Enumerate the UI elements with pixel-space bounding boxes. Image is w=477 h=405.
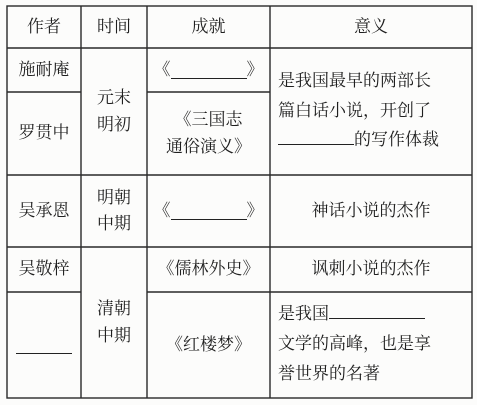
period-line-1: 清朝 <box>97 299 131 320</box>
author-wu-chengen: 吴承恩 <box>18 200 70 221</box>
header-significance: 意义 <box>354 16 388 37</box>
author-blank <box>7 292 81 398</box>
work-sanguo-line-2: 通俗演义》 <box>166 136 251 157</box>
author-wu-jingzi: 吴敬梓 <box>18 259 70 280</box>
significance-satire: 讽刺小说的杰作 <box>311 259 431 280</box>
work-honglou-meng: 《红楼梦》 <box>166 334 251 355</box>
sig-line-3 <box>278 126 439 156</box>
work-sanguo <box>147 92 270 175</box>
bracket-open: 《 <box>153 59 171 80</box>
period-line-2: 中期 <box>97 325 131 346</box>
author-shi-naian: 施耐庵 <box>18 59 70 80</box>
period-line-2: 中期 <box>97 214 131 234</box>
header-time: 时间 <box>97 16 131 37</box>
period-qing-mid <box>81 247 147 398</box>
work-blank-2 <box>147 175 270 247</box>
bracket-open: 《 <box>153 200 171 221</box>
period-line-1: 元末 <box>97 88 131 109</box>
sig-line-3-suffix: 的写作体裁 <box>354 130 439 151</box>
sig-line-2: 文学的高峰，也是享 <box>278 334 431 355</box>
author-luo-guanzhong: 罗贯中 <box>18 123 70 144</box>
fill-in-blank-title[interactable] <box>171 202 247 220</box>
work-rulin-waishi: 《儒林外史》 <box>157 259 260 280</box>
work-blank-1 <box>147 48 270 92</box>
period-line-2: 明初 <box>97 114 131 135</box>
fill-in-blank-title[interactable] <box>171 61 247 79</box>
sig-line-1: 是我国最早的两部长 <box>278 70 431 91</box>
fill-in-blank-author[interactable] <box>16 336 72 354</box>
significance-ming-early <box>270 48 472 175</box>
header-author: 作者 <box>27 16 61 37</box>
header-achievement: 成就 <box>191 16 226 37</box>
significance-ming-mid: 神话小说的杰作 <box>311 200 431 221</box>
work-sanguo-line-1: 《三国志 <box>174 110 243 131</box>
period-line-1: 明朝 <box>97 187 131 208</box>
bracket-close: 》 <box>246 200 264 221</box>
bracket-close: 》 <box>246 59 264 80</box>
sig-line-3: 誉世界的名著 <box>278 363 380 384</box>
sig-line-2: 篇白话小说，开创了 <box>278 100 431 121</box>
sig-line-1 <box>278 300 425 330</box>
significance-honglou <box>270 292 472 398</box>
fill-in-blank-genre[interactable] <box>278 127 354 145</box>
period-yuan-ming <box>81 48 147 175</box>
fill-in-blank-literature-type[interactable] <box>329 301 425 319</box>
sig-line-1-prefix: 是我国 <box>278 304 329 325</box>
period-ming-mid <box>81 175 147 247</box>
